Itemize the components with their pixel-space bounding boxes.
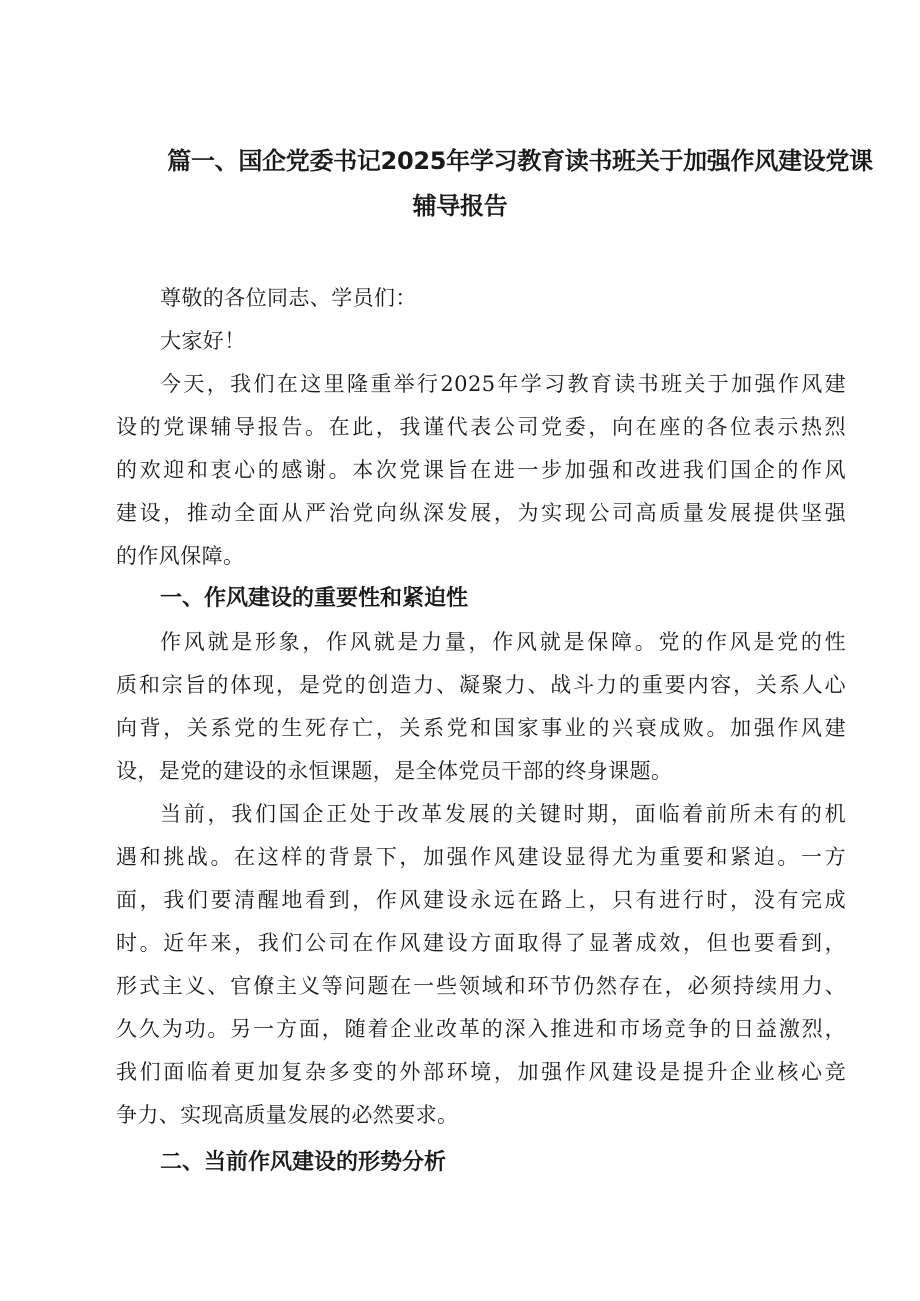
paragraph-line: 的作风保障。 (116, 544, 245, 568)
paragraph-line: 当前，我们国企正处于改革发展的关键时期，面临着前所未有的机 (160, 802, 846, 826)
paragraph-line: 争力、实现高质量发展的必然要求。 (116, 1103, 459, 1127)
paragraph-line: 我们面临着更加复杂多变的外部环境，加强作风建设是提升企业核心竞 (116, 1060, 846, 1084)
paragraph-line: 向背，关系党的生死存亡，关系党和国家事业的兴衰成败。加强作风建 (116, 716, 846, 740)
paragraph-line: 时。近年来，我们公司在作风建设方面取得了显著成效，但也要看到， (116, 931, 846, 955)
document-title-line-2: 辅导报告 (412, 192, 508, 220)
paragraph-line: 遇和挑战。在这样的背景下，加强作风建设显得尤为重要和紧迫。一方 (116, 845, 846, 869)
salutation: 尊敬的各位同志、学员们： (160, 286, 417, 310)
paragraph-line: 面，我们要清醒地看到，作风建设永远在路上，只有进行时，没有完成 (116, 888, 846, 912)
paragraph-line: 久久为功。另一方面，随着企业改革的深入推进和市场竞争的日益激烈， (116, 1017, 846, 1041)
section-heading-2: 二、当前作风建设的形势分析 (160, 1150, 447, 1175)
paragraph-line: 设的党课辅导报告。在此，我谨代表公司党委，向在座的各位表示热烈 (116, 415, 846, 439)
paragraph-line: 形式主义、官僚主义等问题在一些领域和环节仍然存在，必须持续用力、 (116, 974, 846, 998)
paragraph-line: 作风就是形象，作风就是力量，作风就是保障。党的作风是党的性 (160, 630, 846, 654)
paragraph-line: 设，是党的建设的永恒课题，是全体党员干部的终身课题。 (116, 759, 673, 783)
greeting: 大家好！ (160, 329, 246, 353)
paragraph-line: 今天，我们在这里隆重举行2025年学习教育读书班关于加强作风建 (160, 372, 846, 396)
paragraph-line: 的欢迎和衷心的感谢。本次党课旨在进一步加强和改进我们国企的作风 (116, 458, 846, 482)
paragraph-line: 质和宗旨的体现，是党的创造力、凝聚力、战斗力的重要内容，关系人心 (116, 673, 846, 697)
section-heading-1: 一、作风建设的重要性和紧迫性 (160, 586, 469, 611)
paragraph-line: 建设，推动全面从严治党向纵深发展，为实现公司高质量发展提供坚强 (116, 501, 846, 525)
document-title-line-1: 篇一、国企党委书记2025年学习教育读书班关于加强作风建设党课 (167, 147, 873, 175)
